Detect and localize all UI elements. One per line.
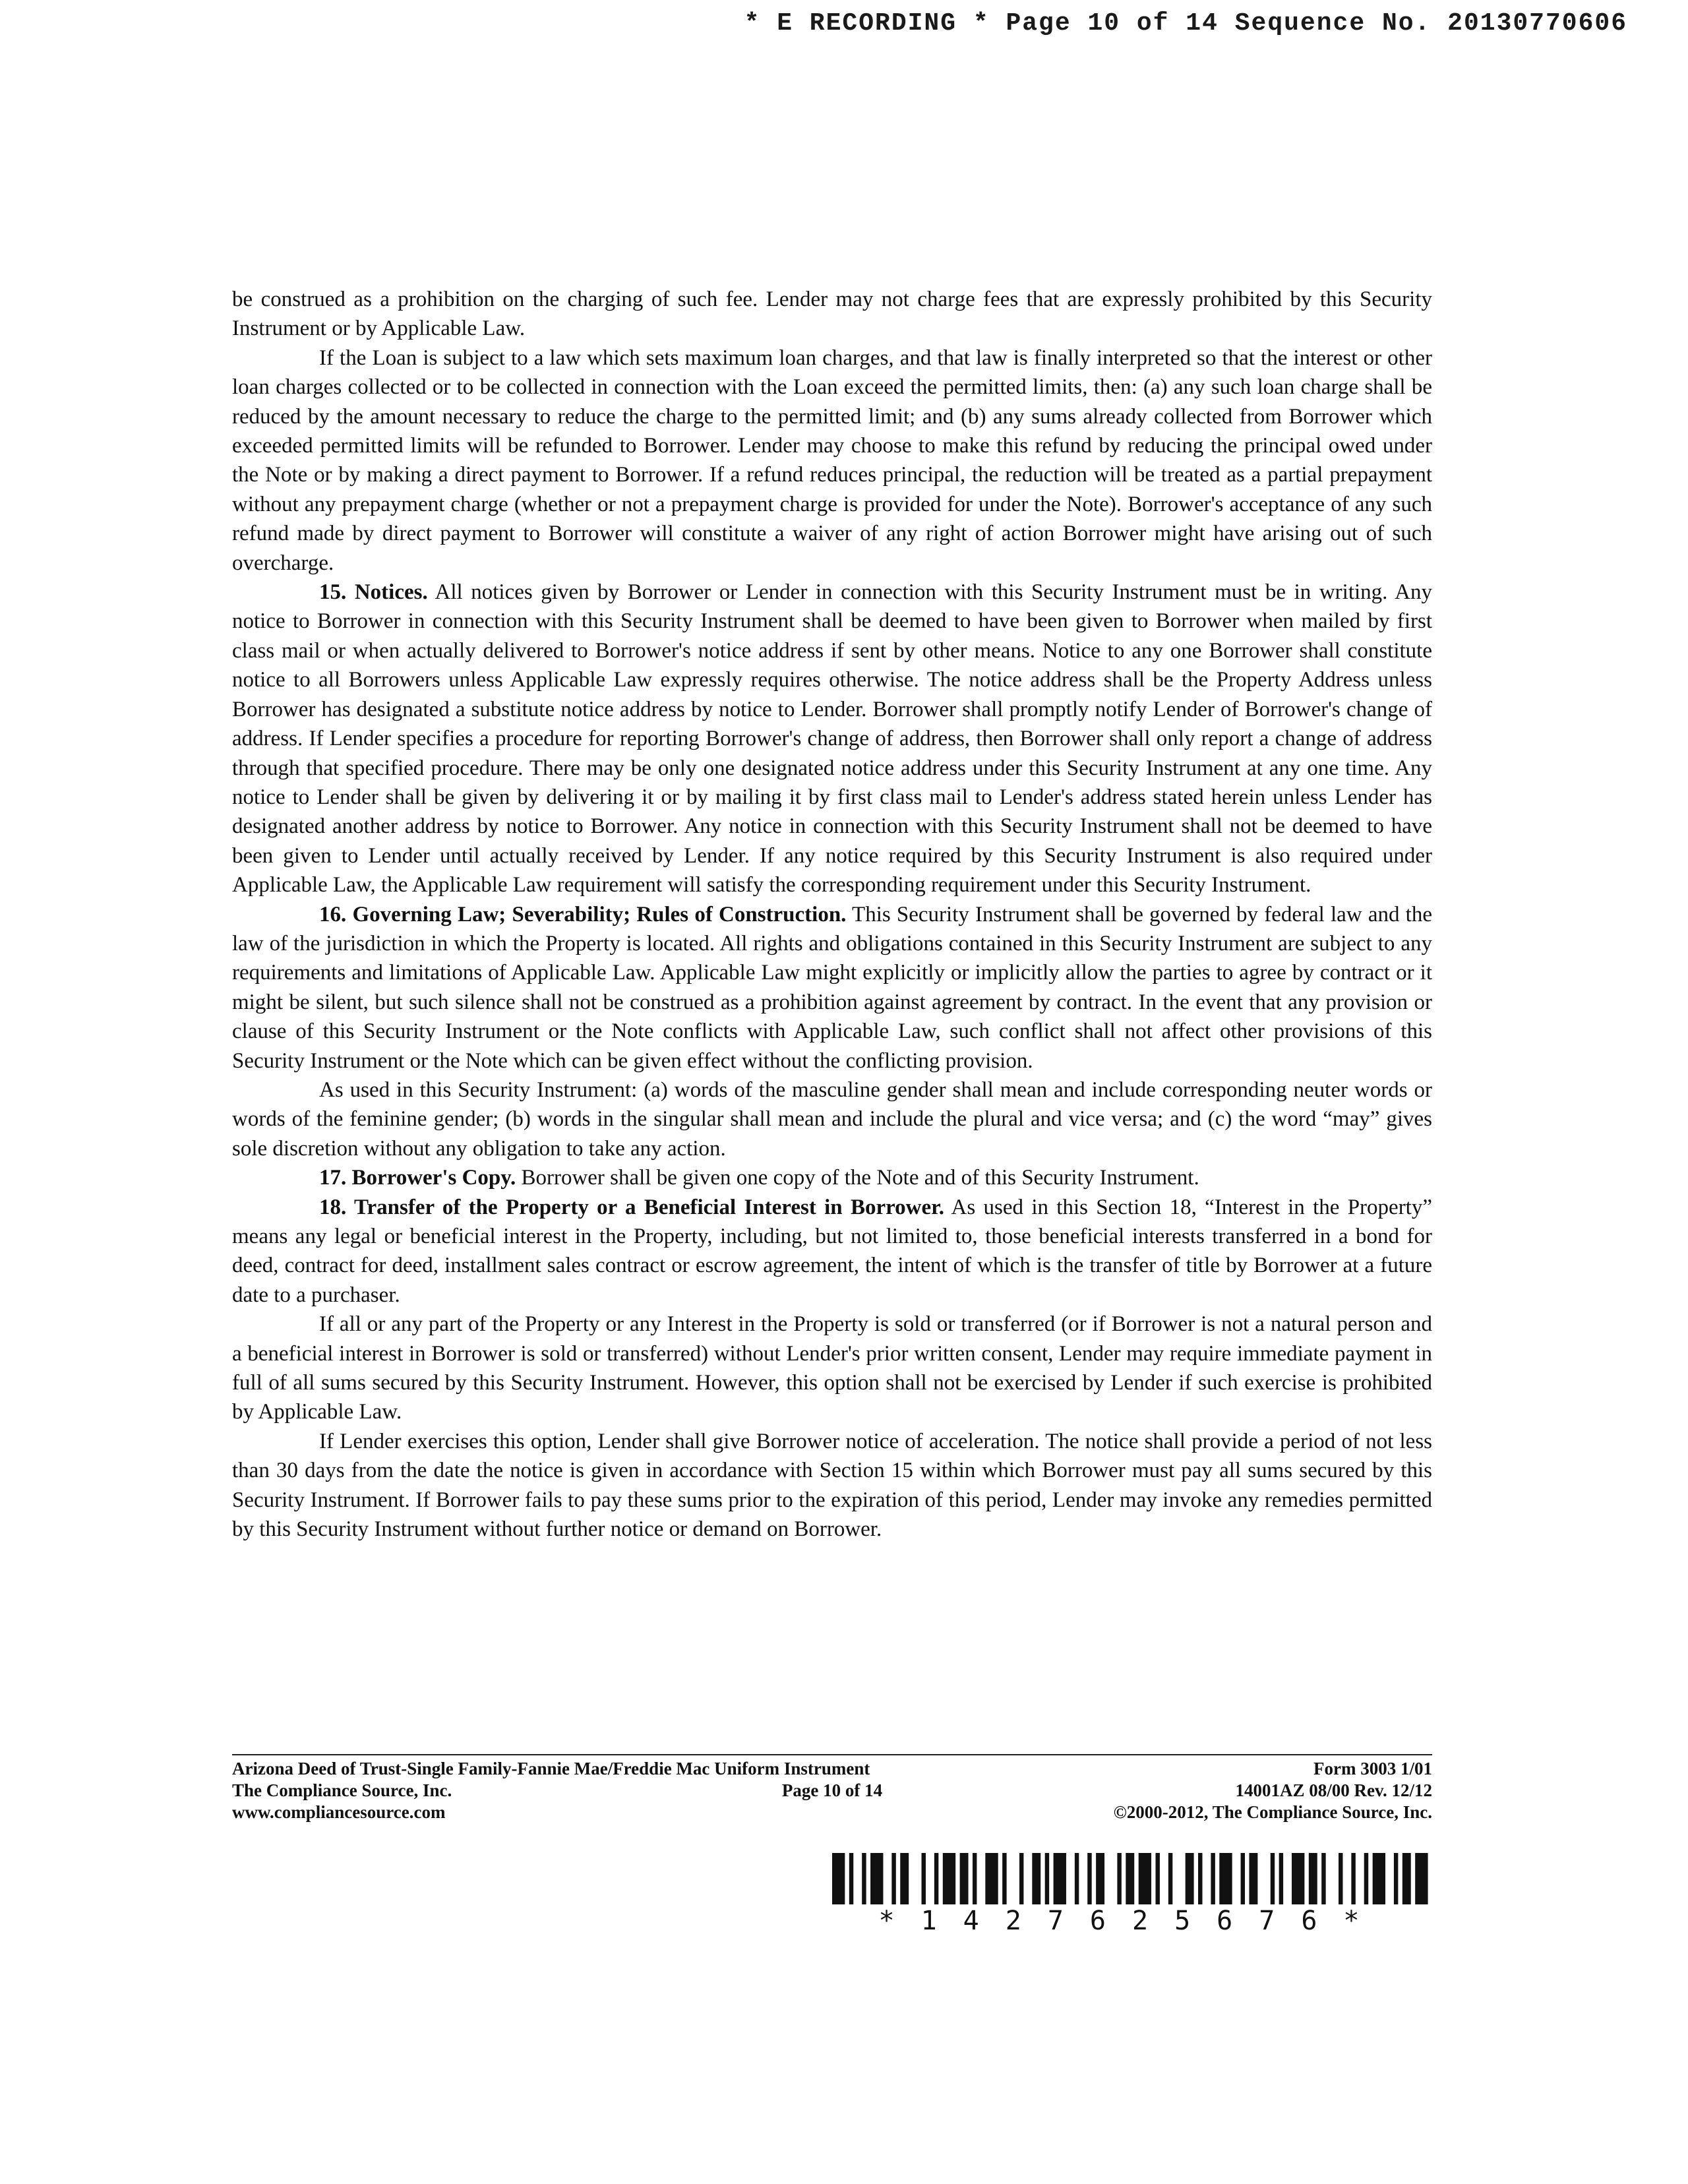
section-16-heading: 16. Governing Law; Severability; Rules of Construction. [319,902,847,926]
barcode-number: *1427625676* [878,1906,1386,1936]
barcode-bar [891,1853,895,1904]
paragraph-loan-charges: If the Loan is subject to a law which sets maximum loan charges, and that law is finally interpreted so that the interest or other loan charges collected or to be collected in connection with the Loan exceed the permitted limits, then: (a) any such loan charge shall be reduced by the amount necessary to reduce the charge to the permitted limit; and (b) any sums already collected from Borrower which exceeded permitted limits will be refunded to Borrower. Lender may choose to make this refund by reducing the principal owed under the Note or by making a direct payment to Borrower. If a refund reduces principal, the reduction will be treated as a partial prepayment without any prepayment charge (whether or not a prepayment charge is provided for under the Note). Borrower's acceptance of any such refund made by direct payment to Borrower will constitute a waiver of any right of action Borrower might have arising out of such overcharge. [232,346,1432,575]
document-body [232,285,1432,1544]
barcode-bar [1249,1853,1257,1904]
barcode-bar [1271,1853,1275,1904]
barcode-bar [1394,1853,1398,1904]
barcode-bar [1211,1853,1215,1904]
barcode-bar [1126,1853,1134,1904]
section-17-text: Borrower shall be given one copy of the Note and of this Security Instrument. [521,1166,1199,1190]
barcode-bar [1309,1853,1317,1904]
barcode-bar [1168,1853,1172,1904]
barcode-bar [1351,1853,1355,1904]
page-number: Page 10 of 14 [781,1780,883,1800]
barcode-bar [1045,1853,1049,1904]
barcode-block [832,1853,1432,1936]
section-16-text: This Security Instrument shall be governed by federal law and the law of the jurisdiction in which the Property is located. All rights and obligations contained in this Security Instrument are subject to any requirements and limitations of Applicable Law. Applicable Law might explicitly or implicitly allow the parties to agree by contract or it might be silent, but such silence shall not be construed as a prohibition against agreement by contract. In the event that any provision or clause of this Security Instrument or the Note conflicts with Applicable Law, such conflict shall not affect other provisions of this Security Instrument or the Note which can be given effect without the conflicting provision. [232,902,1432,1073]
barcode-bar [1087,1853,1091,1904]
footer-divider [232,1754,1432,1755]
section-16-governing-law [232,900,1432,1076]
company-name: The Compliance Source, Inc. [232,1780,452,1800]
barcode-bar [1241,1853,1245,1904]
form-revision: 14001AZ 08/00 Rev. 12/12 [1235,1780,1432,1800]
paragraph-fee-prohibition: be construed as a prohibition on the charging of such fee. Lender may not charge fees that are expressly prohibited by this Security Instrument or by Applicable Law. [232,288,1432,341]
recording-header: * E RECORDING * Page 10 of 14 Sequence No. 20130770606 [744,9,1627,38]
paragraph-sale-transfer: If all or any part of the Property or any Interest in the Property is sold or transferred (or if Borrower is not a natural person and a beneficial interest in Borrower is sold or transferred) without Lender's prior written consent, Lender may require immediate payment in full of all sums secured by this Security Instrument. However, this option shall not be exercised by Lender if such exercise is prohibited by Applicable Law. [232,1312,1432,1424]
barcode-bar [1415,1853,1428,1904]
barcode-bar [1292,1853,1304,1904]
barcode-bar [1075,1853,1079,1904]
barcode-bar [1117,1853,1121,1904]
barcode-bar [1373,1853,1385,1904]
barcode-bar [985,1853,998,1904]
section-18-text: As used in this Section 18, “Interest in the Property” means any legal or beneficial interest in the Property, including, but not limited to, those beneficial interests transferred in a bond for deed, contract for deed, installment sales contract or escrow agreement, the intent of which is the transfer of title by Borrower at a future date to a purchaser. [232,1195,1432,1307]
barcode-bar [832,1853,845,1904]
form-number: Form 3003 1/01 [1313,1759,1432,1778]
barcode-bar [870,1853,883,1904]
barcode-bar [900,1853,909,1904]
barcode-bar [1339,1853,1342,1904]
barcode-bar [1002,1853,1006,1904]
barcode-bar [1219,1853,1232,1904]
paragraph-gender-usage: As used in this Security Instrument: (a) words of the masculine gender shall mean and include corresponding neuter words or words of the feminine gender; (b) words in the singular shall mean and include the plural and vice versa; and (c) the word “may” gives sole discretion without any obligation to take any action. [232,1077,1432,1161]
barcode-bar [1096,1853,1104,1904]
barcode-bar [922,1853,926,1904]
barcode-bar [862,1853,866,1904]
section-18-heading: 18. Transfer of the Property or a Beneficial Interest in Borrower. [319,1195,945,1219]
section-18-transfer [232,1193,1432,1310]
section-17-heading: 17. Borrower's Copy. [319,1166,516,1190]
barcode-bar [1279,1853,1283,1904]
form-title: Arizona Deed of Trust-Single Family-Fannie Mae/Freddie Mac Uniform Instrument [232,1759,870,1778]
barcode-bar [943,1853,955,1904]
form-footer [232,1758,1432,1823]
barcode [832,1853,1432,1904]
barcode-bar [1321,1853,1325,1904]
barcode-bar [1054,1853,1066,1904]
barcode-bar [1032,1853,1040,1904]
barcode-bar [973,1853,977,1904]
barcode-bar [1156,1853,1160,1904]
section-15-text: All notices given by Borrower or Lender in connection with this Security Instrument must be in writing. Any notice to Borrower in connection with this Security Instrument shall be deemed to have been given to Borrower when mailed by first class mail or when actually delivered to Borrower's notice address if sent by other means. Notice to any one Borrower shall constitute notice to all Borrowers unless Applicable Law expressly requires otherwise. The notice address shall be the Property Address unless Borrower has designated a substitute notice address by notice to Lender. Borrower shall promptly notify Lender of Borrower's change of address. If Lender specifies a procedure for reporting Borrower's change of address, then Borrower shall only report a change of address through that specified procedure. There may be only one designated notice address under this Security Instrument at any one time. Any notice to Lender shall be given by delivering it or by mailing it by first class mail to Lender's address stated herein unless Lender has designated another address by notice to Borrower. Any notice in connection with this Security Instrument shall not be deemed to have been given to Lender until actually received by Lender. If any notice required by this Security Instrument is also required under Applicable Law, the Applicable Law requirement will satisfy the corresponding requirement under this Security Instrument. [232,580,1432,897]
company-website: www.compliancesource.com [232,1802,446,1822]
barcode-bar [934,1853,938,1904]
barcode-bar [1402,1853,1411,1904]
barcode-bar [960,1853,969,1904]
copyright: ©2000-2012, The Compliance Source, Inc. [1113,1802,1432,1822]
barcode-bar [1364,1853,1368,1904]
barcode-bar [849,1853,853,1904]
barcode-bar [1139,1853,1151,1904]
section-15-heading: 15. Notices. [319,580,428,605]
barcode-bar [1186,1853,1194,1904]
paragraph-acceleration: If Lender exercises this option, Lender shall give Borrower notice of acceleration. The notice shall provide a period of not less than 30 days from the date the notice is given in accordance with Section 15 within which Borrower must pay all sums secured by this Security Instrument. If Borrower fails to pay these sums prior to the expiration of this period, Lender may invoke any remedies permitted by this Security Instrument without further notice or demand on Borrower. [232,1429,1432,1542]
barcode-bar [1019,1853,1023,1904]
barcode-bar [1198,1853,1202,1904]
section-15-notices [232,578,1432,899]
section-17-borrowers-copy [232,1163,1432,1192]
